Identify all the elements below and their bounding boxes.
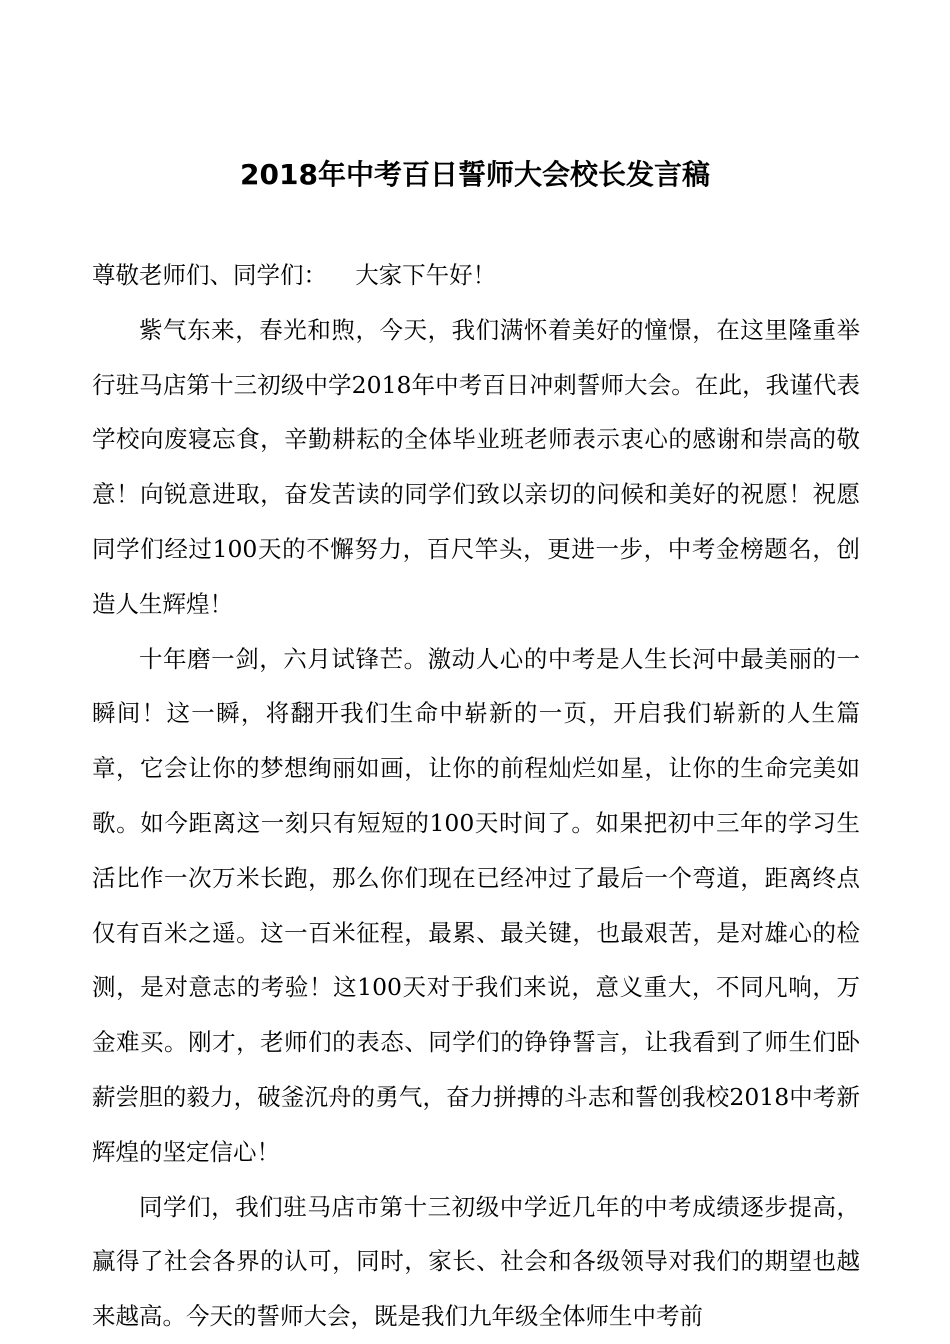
salutation: 尊敬老师们、同学们： [92, 261, 327, 289]
document-body [92, 248, 860, 1344]
paragraph-2: 十年磨一剑，六月试锋芒。激动人心的中考是人生长河中最美丽的一瞬间！这一瞬，将翻开我们生命中崭新的一页，开启我们崭新的人生篇章，它会让你的梦想绚丽如画，让你的前程灿烂如星，让你的生命完美如歌。如今距离这一刻只有短短的100天时间了。如果把初中三年的学习生活比作一次万米长跑，那么你们现在已经冲过了最后一个弯道，距离终点仅有百米之遥。这一百米征程，最累、最关键，也最艰苦，是对雄心的检测，是对意志的考验！这100天对于我们来说，意义重大，不同凡响，万金难买。刚才，老师们的表态、同学们的铮铮誓言，让我看到了师生们卧薪尝胆的毅力，破釜沉舟的勇气，奋力拼搏的斗志和誓创我校2018中考新辉煌的坚定信心！ [92, 644, 860, 1166]
paragraph-3: 同学们，我们驻马店市第十三初级中学近几年的中考成绩逐步提高，赢得了社会各界的认可，同时，家长、社会和各级领导对我们的期望也越来越高。今天的誓师大会，既是我们九年级全体师生中考前 [92, 1192, 860, 1331]
salutation-line [92, 248, 860, 303]
paragraph-1: 紫气东来，春光和煦，今天，我们满怀着美好的憧憬，在这里隆重举行驻马店第十三初级中学2018年中考百日冲刺誓师大会。在此，我谨代表学校向废寝忘食，辛勤耕耘的全体毕业班老师表示衷心的感谢和崇高的敬意！向锐意进取，奋发苦读的同学们致以亲切的问候和美好的祝愿！祝愿同学们经过100天的不懈努力，百尺竿头，更进一步，中考金榜题名，创造人生辉煌！ [92, 315, 860, 618]
document-title: 2018年中考百日誓师大会校长发言稿 [240, 158, 710, 191]
greeting: 大家下午好！ [355, 261, 497, 289]
